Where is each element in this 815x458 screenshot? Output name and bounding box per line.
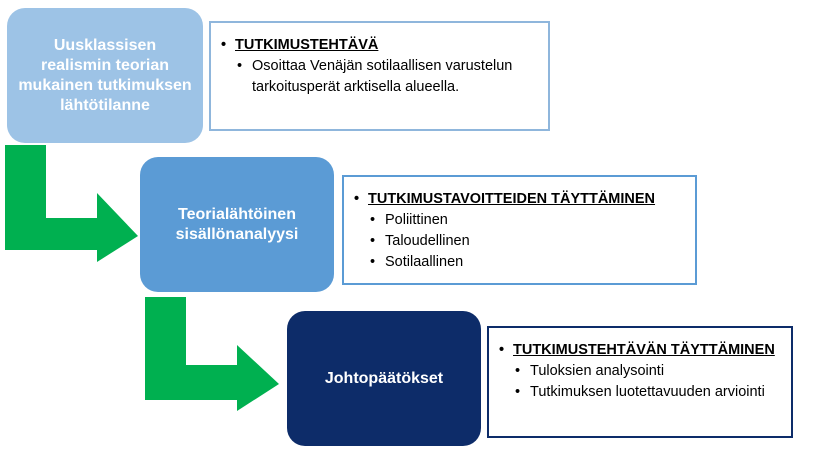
step-content-analysis <box>140 157 334 292</box>
step-content-analysis-label: Teorialähtöinen sisällönanalyysi <box>175 205 299 243</box>
goal-political: • Poliittinen <box>354 210 685 231</box>
task-fulfilment-heading: • TUTKIMUSTEHTÄVÄN TÄYTTÄMINEN <box>499 340 781 361</box>
research-goals-heading: • TUTKIMUSTAVOITTEIDEN TÄYTTÄMINEN <box>354 189 685 210</box>
bent-arrow-2 <box>145 297 279 411</box>
research-task-item: • Osoittaa Venäjän sotilaallisen varustelun tarkoitusperät arktisella alueella. <box>221 56 538 98</box>
step-conclusions <box>287 311 481 446</box>
research-goals-list <box>354 189 685 273</box>
research-task-list <box>221 35 538 98</box>
task-fulfilment-panel <box>487 326 793 438</box>
step-conclusions-label: Johtopäätökset <box>324 369 444 387</box>
goal-economic: • Taloudellinen <box>354 231 685 252</box>
step-starting-point <box>7 8 203 143</box>
research-task-heading: • TUTKIMUSTEHTÄVÄ <box>221 35 538 56</box>
bent-arrow-1 <box>5 145 138 262</box>
research-task-panel <box>209 21 550 131</box>
fulfilment-results-analysis: • Tuloksien analysointi <box>499 361 781 382</box>
fulfilment-reliability-assessment: • Tutkimuksen luotettavuuden arviointi <box>499 382 781 403</box>
research-goals-panel <box>342 175 697 285</box>
task-fulfilment-list <box>499 340 781 403</box>
goal-military: • Sotilaallinen <box>354 252 685 273</box>
step-starting-point-label: Uusklassisen realismin teorian mukainen tutkimuksen lähtötilanne <box>18 36 192 114</box>
